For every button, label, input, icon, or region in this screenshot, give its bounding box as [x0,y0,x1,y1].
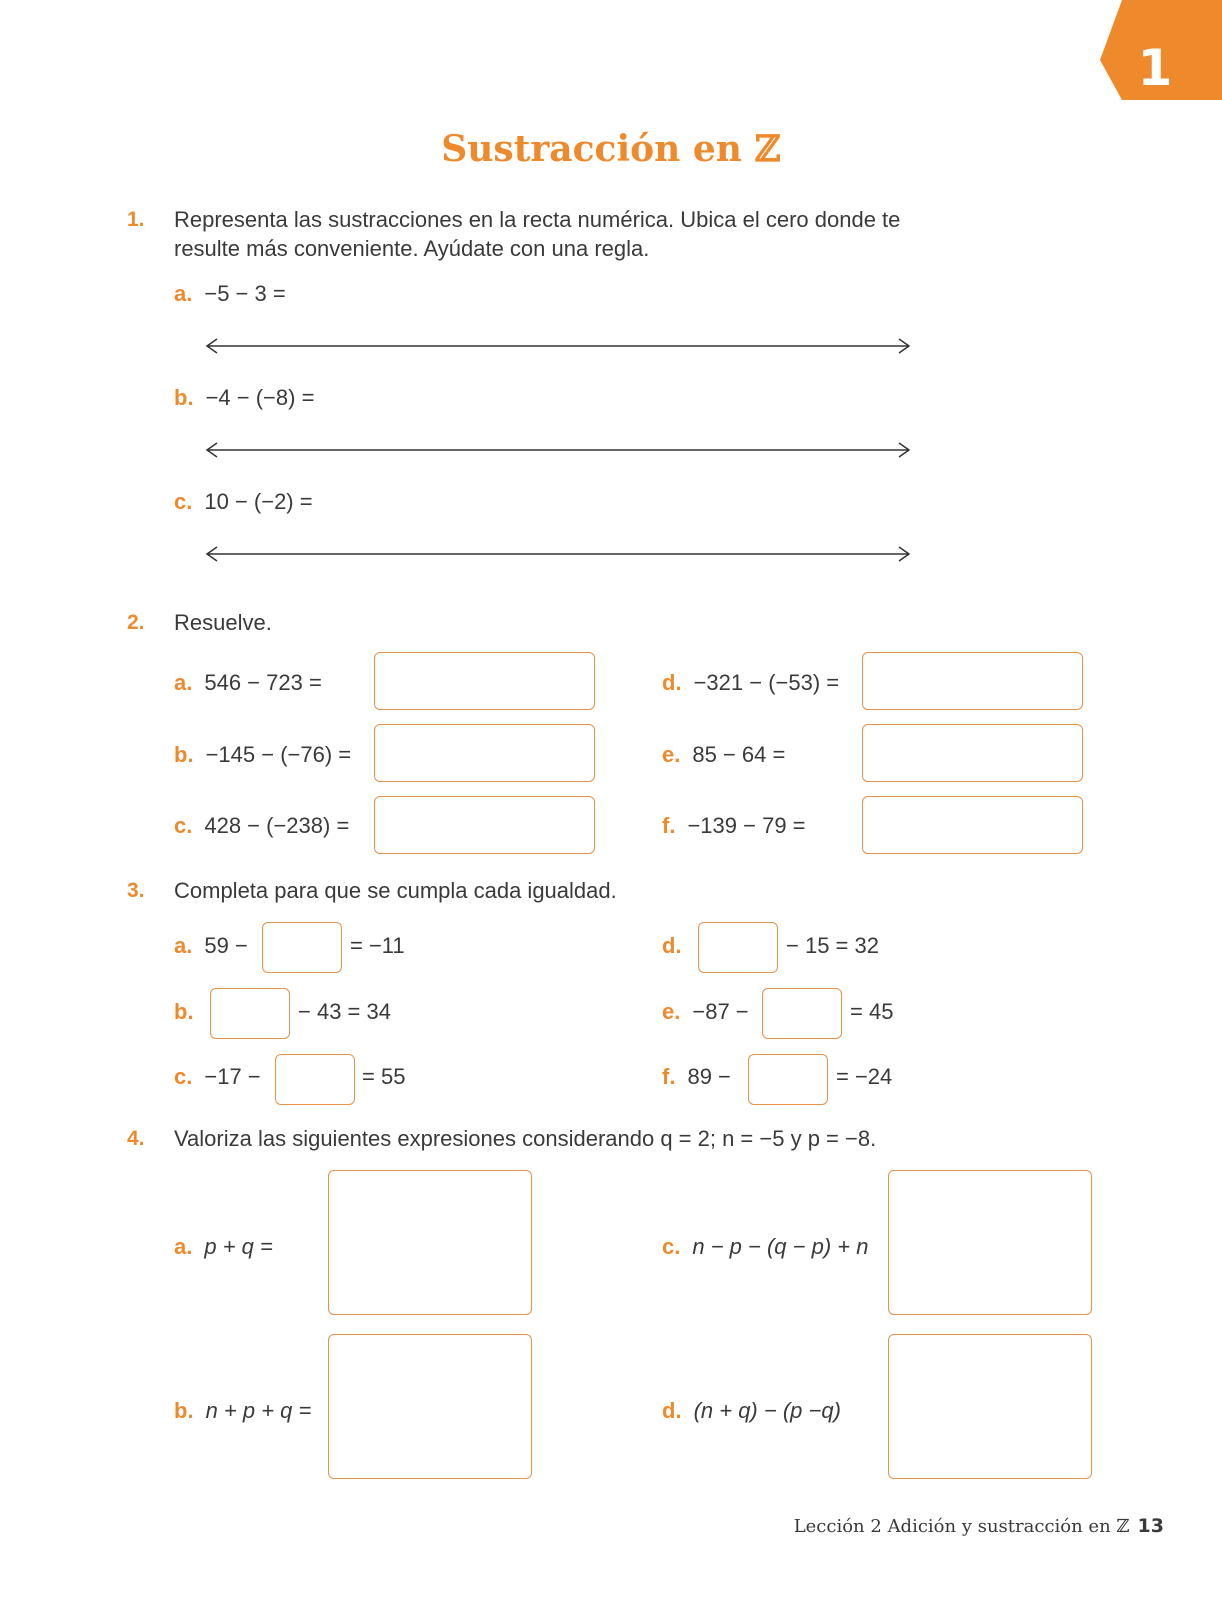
q3-item-f [662,1063,731,1091]
item-expression: 546 − 723 = [204,670,322,695]
item-expression: 428 − (−238) = [204,813,350,838]
q4-item-a [174,1233,273,1261]
question-2-text: Resuelve. [174,610,272,635]
q3-item-e [662,998,749,1026]
q2-item-e [662,741,785,769]
work-box-4b[interactable] [328,1334,532,1479]
page-number: 13 [1137,1515,1164,1537]
item-letter: f. [662,1064,676,1089]
answer-box-2d[interactable] [862,652,1083,710]
item-letter: a. [174,281,193,306]
blank-box-3c[interactable] [275,1054,355,1105]
question-3-text: Completa para que se cumpla cada igualdad. [174,878,617,903]
item-letter: b. [174,385,194,410]
q3-item-c [174,1063,261,1091]
item-letter: f. [662,813,676,838]
q3-b-after: − 43 = 34 [298,999,391,1024]
item-expression: −145 − (−76) = [205,742,352,767]
q3-a-after: = −11 [350,933,405,958]
item-expression: −321 − (−53) = [693,670,840,695]
work-box-4d[interactable] [888,1334,1092,1479]
chapter-number: 1 [1137,39,1173,97]
item-letter: c. [174,813,193,838]
item-expression: p + q = [204,1234,273,1259]
number-line-c[interactable] [205,546,911,562]
item-expression: 10 − (−2) = [204,489,313,514]
question-1-number: 1. [127,208,145,231]
q4-item-d [662,1397,841,1425]
item-letter: e. [662,999,681,1024]
item-expression: 85 − 64 = [692,742,786,767]
item-expression: −5 − 3 = [204,281,286,306]
page-footer [794,1515,1164,1537]
blank-box-3e[interactable] [762,988,842,1039]
item-expression: −4 − (−8) = [205,385,315,410]
item-letter: d. [662,933,682,958]
question-1-text: Representa las sustracciones en la recta numérica. Ubica el cero donde te resulte más conveniente. Ayúdate con una regla. [174,207,901,261]
item-letter: b. [174,742,194,767]
q2-item-c [174,812,349,840]
question-2-number: 2. [127,611,145,634]
question-4-text: Valoriza las siguientes expresiones considerando q = 2; n = −5 y p = −8. [174,1126,877,1151]
q3-item-d [662,932,694,960]
item-expression: n − p − (q − p) + n [692,1234,869,1259]
footer-topic: Adición y sustracción en ℤ [887,1516,1130,1537]
item-letter: a. [174,1234,193,1259]
q3-c-after: = 55 [362,1064,406,1089]
q3-item-b [174,998,206,1026]
item-before: 59 − [204,933,248,958]
q3-f-after: = −24 [836,1064,893,1089]
q3-e-after: = 45 [850,999,894,1024]
q4-item-c [662,1233,868,1261]
q2-item-b [174,741,351,769]
blank-box-3f[interactable] [748,1054,828,1105]
q1-item-a [174,280,286,308]
footer-lesson: Lección 2 [793,1516,882,1537]
q1-item-b [174,384,314,412]
work-box-4a[interactable] [328,1170,532,1315]
blank-box-3b[interactable] [210,988,290,1039]
question-4-number: 4. [127,1127,145,1150]
number-line-a[interactable] [205,338,911,354]
item-letter: c. [174,1064,193,1089]
item-letter: d. [662,670,682,695]
item-expression: (n + q) − (p −q) [693,1398,841,1423]
answer-box-2a[interactable] [374,652,595,710]
item-letter: c. [662,1234,681,1259]
answer-box-2f[interactable] [862,796,1083,854]
item-letter: b. [174,999,194,1024]
item-letter: e. [662,742,681,767]
item-expression: −139 − 79 = [687,813,806,838]
item-letter: b. [174,1398,194,1423]
item-letter: c. [174,489,193,514]
number-line-b[interactable] [205,442,911,458]
item-letter: d. [662,1398,682,1423]
q2-item-d [662,669,839,697]
item-letter: a. [174,933,193,958]
blank-box-3a[interactable] [262,922,342,973]
q1-item-c [174,488,313,516]
item-letter: a. [174,670,193,695]
q2-item-f [662,812,806,840]
item-expression: n + p + q = [205,1398,312,1423]
answer-box-2b[interactable] [374,724,595,782]
answer-box-2c[interactable] [374,796,595,854]
answer-box-2e[interactable] [862,724,1083,782]
item-before: −87 − [692,999,749,1024]
q3-item-a [174,932,248,960]
item-before: −17 − [204,1064,261,1089]
q2-item-a [174,669,322,697]
q4-item-b [174,1397,311,1425]
question-3-number: 3. [127,879,145,902]
item-before: 89 − [687,1064,731,1089]
blank-box-3d[interactable] [698,922,778,973]
q3-d-after: − 15 = 32 [786,933,879,958]
page-title: Sustracción en ℤ [441,128,781,170]
work-box-4c[interactable] [888,1170,1092,1315]
